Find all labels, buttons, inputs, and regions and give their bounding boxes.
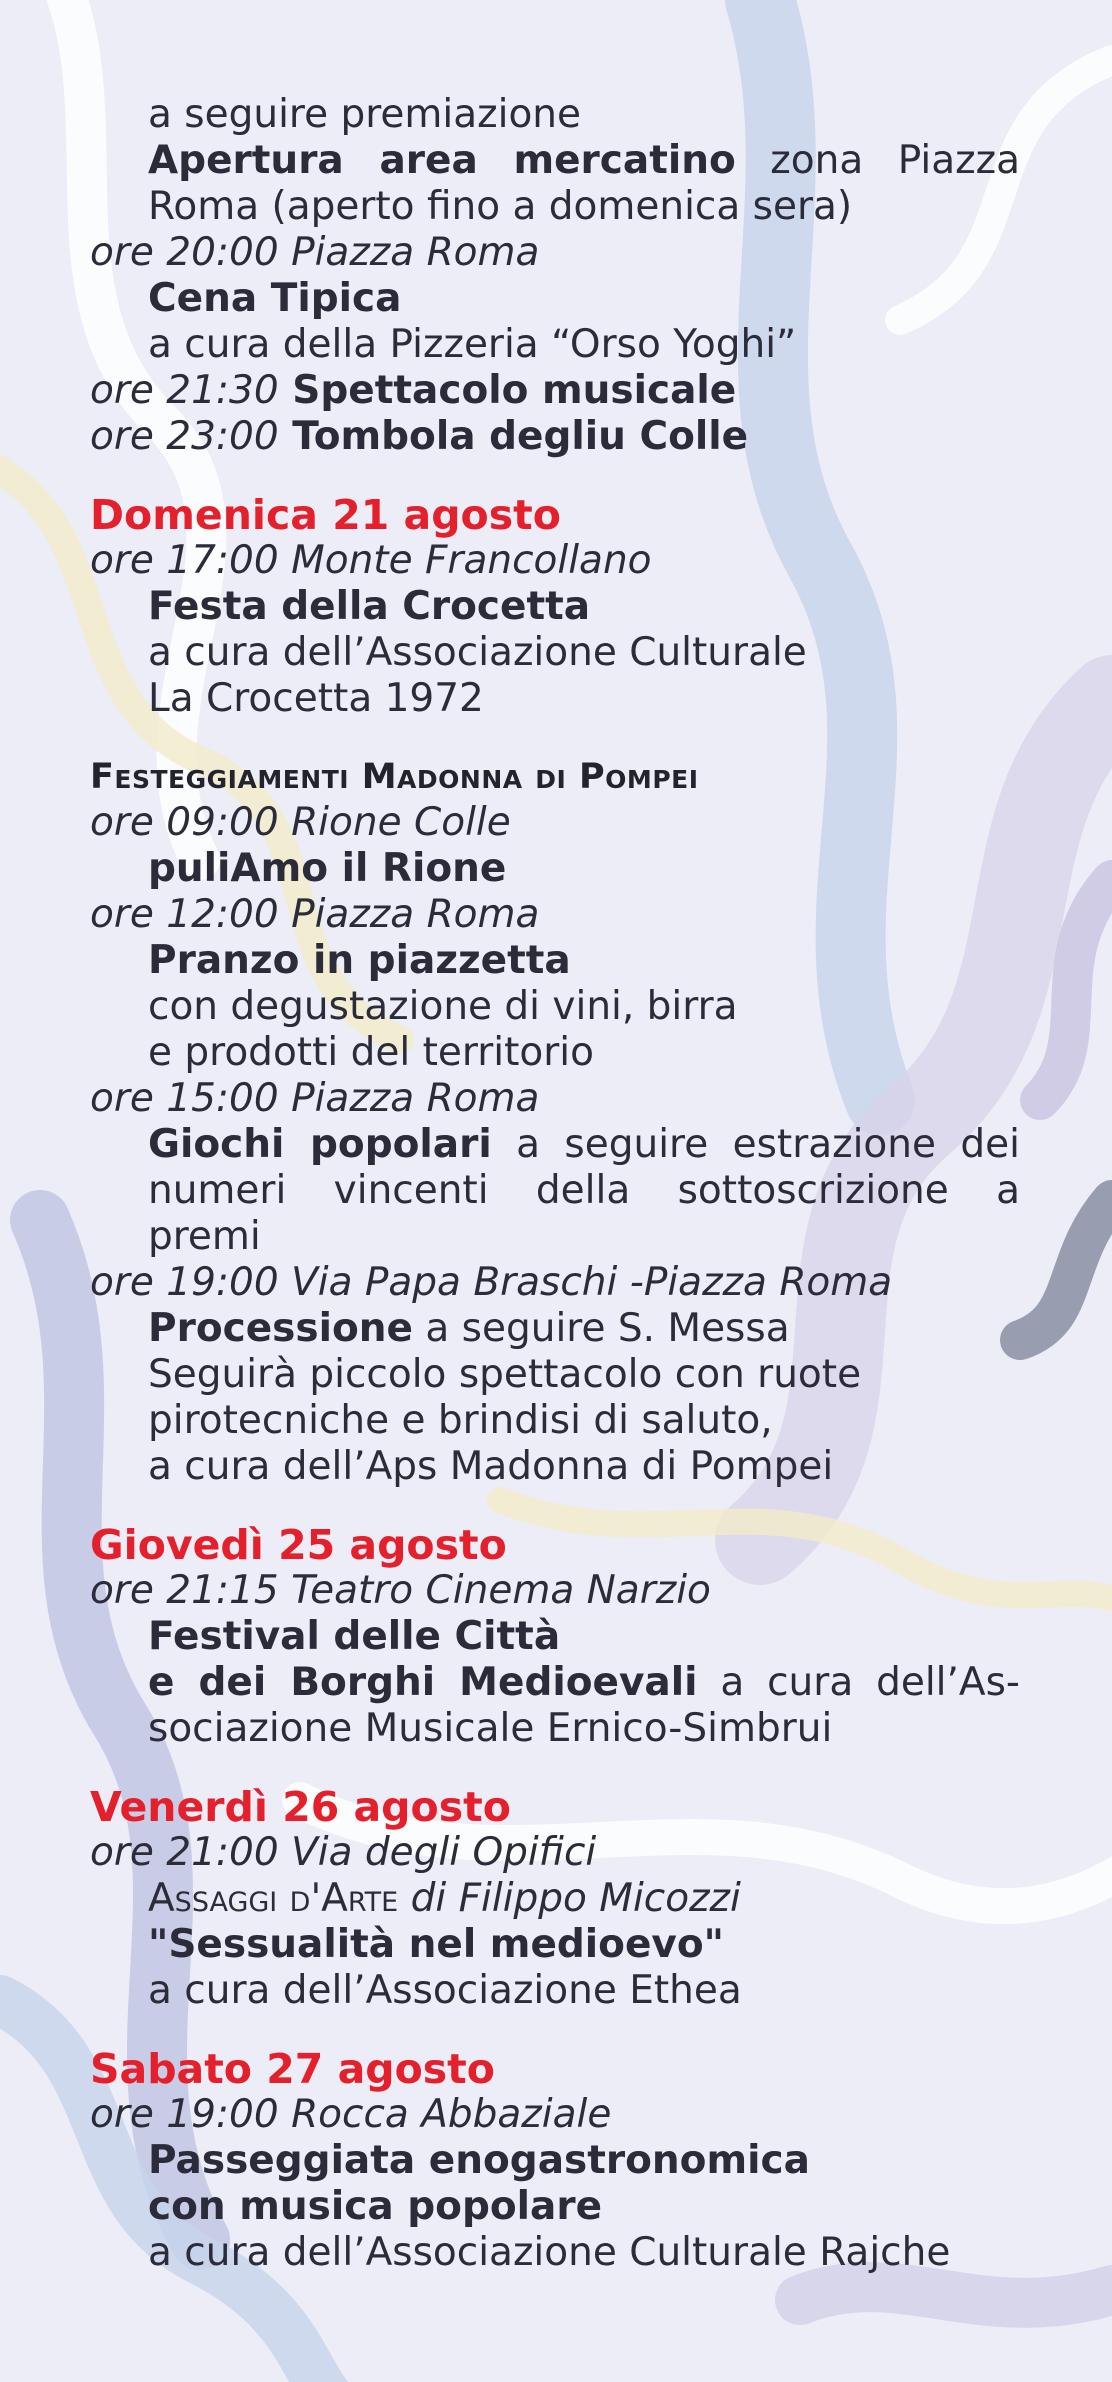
event-time: ore 21:30 [90, 368, 279, 413]
giochi-title: Giochi popolari [148, 1122, 492, 1167]
processione-title: Processione [148, 1306, 413, 1351]
day-heading-domenica: Domenica 21 agosto [90, 491, 561, 539]
assaggi-author: di Filippo Micozzi [398, 1876, 741, 1921]
crocetta-organizer: a cura dell’Associazione Culturale [148, 630, 807, 675]
tombola-title: Tombola degliu Colle [278, 414, 749, 459]
processione-line [90, 1306, 1020, 1352]
premiazione-line: a seguire premiazione [148, 92, 582, 137]
crocetta-organizer-2: La Crocetta 1972 [148, 676, 484, 721]
event-time: ore 09:00 Rione Colle [90, 800, 511, 845]
mercatino-title: Apertura area mercatino [148, 138, 736, 183]
pranzo-desc: con degustazione di vini, birra [148, 984, 738, 1029]
processione-desc: a seguire S. Messa [412, 1306, 790, 1351]
giochi-desc-3: premi [148, 1214, 261, 1259]
giochi-desc: a seguire estrazione dei [491, 1122, 1020, 1167]
giochi-desc-2: numeri vincenti della sottoscrizione a [148, 1168, 1020, 1213]
mercatino-line [90, 138, 1020, 184]
day-heading-sabato: Sabato 27 agosto [90, 2045, 495, 2093]
puliamo-title: puliAmo il Rione [148, 846, 507, 891]
crocetta-title: Festa della Crocetta [148, 584, 591, 629]
passeggiata-title-2: con musica popolare [148, 2184, 603, 2229]
event-time: ore 17:00 Monte Francollano [90, 538, 652, 583]
day-heading-giovedi: Giovedì 25 agosto [90, 1521, 507, 1569]
festival-title: Festival delle Città [148, 1614, 561, 1659]
tombola-line [90, 414, 1020, 460]
assaggi-title: Assaggi d'Arte [148, 1876, 399, 1921]
mercatino-line-2: Roma (aperto fino a domenica sera) [148, 184, 853, 229]
assaggi-line [90, 1876, 1020, 1922]
event-time: ore 23:00 [90, 414, 279, 459]
spettacolo-line [90, 368, 1020, 414]
festival-line-2 [90, 1660, 1020, 1706]
processione-desc-2: Seguirà piccolo spettacolo con ruote [148, 1352, 862, 1397]
festeggiamenti-heading: Festeggiamenti Madonna di Pompei [90, 757, 699, 797]
spettacolo-title: Spettacolo musicale [278, 368, 737, 413]
festival-title-2: e dei Borghi Medioevali [148, 1660, 698, 1705]
assaggi-organizer: a cura dell’Associazione Ethea [148, 1968, 742, 2013]
mercatino-location: zona Piazza [735, 138, 1020, 183]
processione-organizer: a cura dell’Aps Madonna di Pompei [148, 1444, 834, 1489]
processione-desc-3: pirotecniche e brindisi di saluto, [148, 1398, 773, 1443]
festival-organizer-2: sociazione Musicale Ernico-Simbrui [148, 1706, 833, 1751]
event-time: ore 20:00 Piazza Roma [90, 230, 540, 275]
festival-organizer: a cura dell’As- [697, 1660, 1020, 1705]
pranzo-desc-2: e prodotti del territorio [148, 1030, 594, 1075]
event-time: ore 12:00 Piazza Roma [90, 892, 540, 937]
passeggiata-organizer: a cura dell’Associazione Culturale Rajche [148, 2230, 951, 2275]
event-time: ore 21:00 Via degli Opifici [90, 1830, 597, 1875]
event-time: ore 21:15 Teatro Cinema Narzio [90, 1568, 711, 1613]
bg-swirl-purple-2 [800, 2287, 1112, 2303]
event-program [90, 92, 1020, 2276]
bg-swirl-grey [1020, 1200, 1112, 1340]
assaggi-topic: "Sessualità nel medioevo" [148, 1922, 724, 1967]
cena-organizer: a cura della Pizzeria “Orso Yoghi” [148, 322, 797, 367]
event-time: ore 15:00 Piazza Roma [90, 1076, 540, 1121]
event-time: ore 19:00 Via Papa Braschi -Piazza Roma [90, 1260, 893, 1305]
pranzo-title: Pranzo in piazzetta [148, 938, 571, 983]
event-time: ore 19:00 Rocca Abbaziale [90, 2092, 612, 2137]
passeggiata-title: Passeggiata enogastronomica [148, 2138, 810, 2183]
giochi-line [90, 1122, 1020, 1168]
cena-title: Cena Tipica [148, 276, 402, 321]
day-heading-venerdi: Venerdì 26 agosto [90, 1783, 511, 1831]
